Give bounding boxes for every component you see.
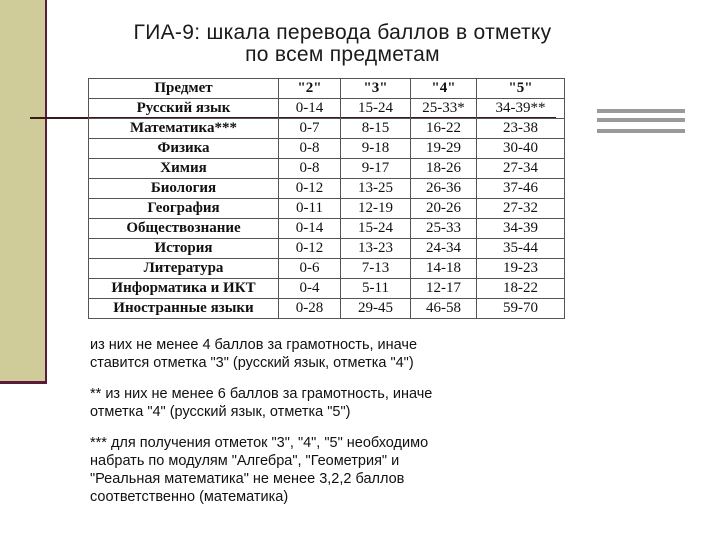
score-cell: 19-23 [477, 259, 565, 279]
score-cell: 15-24 [341, 219, 411, 239]
subject-cell: Информатика и ИКТ [89, 279, 279, 299]
score-cell: 27-34 [477, 159, 565, 179]
footnote-line: набрать по модулям "Алгебра", "Геометрия" и [90, 453, 400, 469]
subject-cell: Иностранные языки [89, 299, 279, 319]
header-grade-5: "5" [477, 79, 565, 99]
score-cell: 23-38 [477, 119, 565, 139]
subject-cell: Математика*** [89, 119, 279, 139]
footnote-3 [90, 434, 428, 506]
score-cell: 35-44 [477, 239, 565, 259]
grade-conversion-table [88, 78, 565, 319]
table-row [89, 299, 565, 319]
score-cell: 0-12 [279, 239, 341, 259]
subject-cell: Физика [89, 139, 279, 159]
subject-cell: Биология [89, 179, 279, 199]
table-row [89, 239, 565, 259]
score-cell: 0-4 [279, 279, 341, 299]
subject-cell: История [89, 239, 279, 259]
subject-cell: Химия [89, 159, 279, 179]
score-cell: 0-8 [279, 139, 341, 159]
title-line-2: по всем предметам [245, 43, 440, 66]
score-cell: 0-14 [279, 99, 341, 119]
table-row [89, 179, 565, 199]
score-cell: 8-15 [341, 119, 411, 139]
score-cell: 14-18 [411, 259, 477, 279]
header-grade-2: "2" [279, 79, 341, 99]
footnotes [88, 324, 594, 505]
footnote-1 [90, 336, 417, 372]
footnote-line: *** для получения отметок "3", "4", "5" необходимо [90, 435, 429, 451]
score-cell: 0-12 [279, 179, 341, 199]
score-cell: 26-36 [411, 179, 477, 199]
score-cell: 16-22 [411, 119, 477, 139]
score-cell: 0-14 [279, 219, 341, 239]
score-cell: 0-11 [279, 199, 341, 219]
table-row [89, 259, 565, 279]
header-subject: Предмет [89, 79, 279, 99]
score-cell: 37-46 [477, 179, 565, 199]
score-cell: 0-6 [279, 259, 341, 279]
score-cell: 0-7 [279, 119, 341, 139]
decorative-triple-line [597, 109, 685, 133]
score-cell: 34-39** [477, 99, 565, 119]
score-cell: 46-58 [411, 299, 477, 319]
decorative-side-edge [45, 0, 47, 384]
decorative-bottom-bar [0, 381, 47, 384]
table-row [89, 199, 565, 219]
score-cell: 34-39 [477, 219, 565, 239]
title-line-1: ГИА-9: шкала перевода баллов в отметку [133, 21, 552, 44]
header-grade-4: "4" [411, 79, 477, 99]
score-cell: 9-17 [341, 159, 411, 179]
score-cell: 27-32 [477, 199, 565, 219]
score-cell: 0-28 [279, 299, 341, 319]
score-cell: 25-33 [411, 219, 477, 239]
header-grade-3: "3" [341, 79, 411, 99]
subject-cell: География [89, 199, 279, 219]
table-header-row [89, 79, 565, 99]
table-row [89, 99, 565, 119]
footnote-line: соответственно (математика) [90, 489, 289, 505]
table-row [89, 139, 565, 159]
footnote-line: из них не менее 4 баллов за грамотность, иначе [90, 337, 418, 353]
score-cell: 20-26 [411, 199, 477, 219]
table-row [89, 219, 565, 239]
score-cell: 5-11 [341, 279, 411, 299]
score-cell: 9-18 [341, 139, 411, 159]
decorative-side-band [0, 0, 47, 384]
footnote-line: отметка "4" (русский язык, отметка "5") [90, 404, 351, 420]
score-cell: 13-25 [341, 179, 411, 199]
score-cell: 13-23 [341, 239, 411, 259]
score-cell: 15-24 [341, 99, 411, 119]
score-cell: 0-8 [279, 159, 341, 179]
score-cell: 24-34 [411, 239, 477, 259]
score-cell: 19-29 [411, 139, 477, 159]
footnote-line: "Реальная математика" не менее 3,2,2 баллов [90, 471, 405, 487]
score-cell: 59-70 [477, 299, 565, 319]
table-row [89, 119, 565, 139]
table-row [89, 279, 565, 299]
footnote-line: ставится отметка "3" (русский язык, отметка "4") [90, 355, 414, 371]
subject-cell: Русский язык [89, 99, 279, 119]
score-cell: 29-45 [341, 299, 411, 319]
score-cell: 12-17 [411, 279, 477, 299]
score-cell: 12-19 [341, 199, 411, 219]
score-cell: 7-13 [341, 259, 411, 279]
table-row [89, 159, 565, 179]
subject-cell: Обществознание [89, 219, 279, 239]
score-cell: 30-40 [477, 139, 565, 159]
slide-title [90, 22, 595, 66]
score-cell: 18-22 [477, 279, 565, 299]
footnote-line: ** из них не менее 6 баллов за грамотность, иначе [90, 386, 433, 402]
subject-cell: Литература [89, 259, 279, 279]
footnote-2 [90, 385, 432, 421]
score-cell: 25-33* [411, 99, 477, 119]
score-cell: 18-26 [411, 159, 477, 179]
